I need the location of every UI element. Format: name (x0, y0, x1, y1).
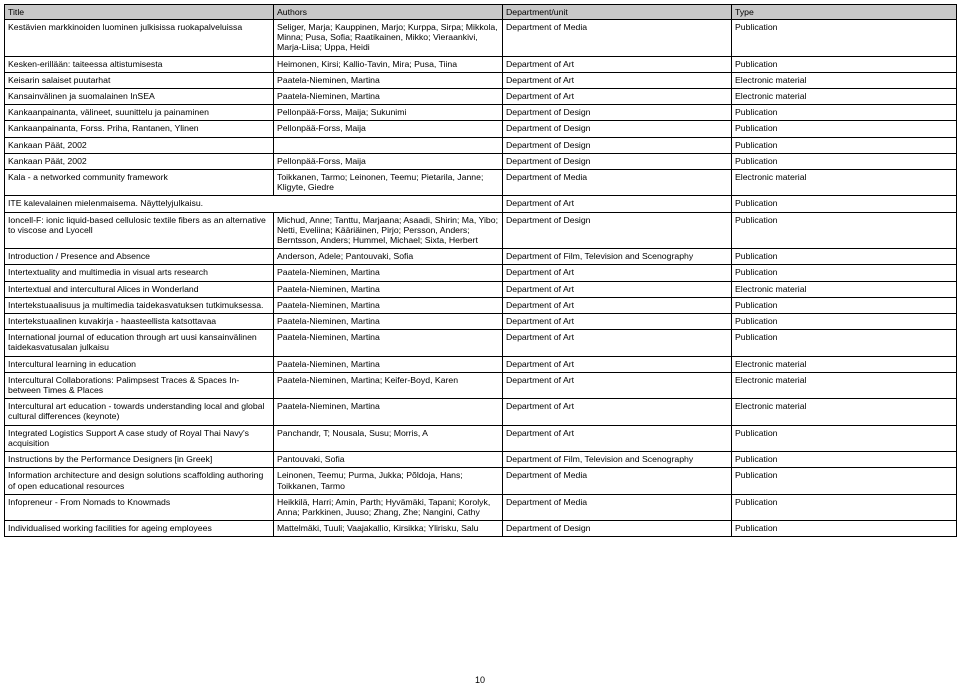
cell-department: Department of Art (503, 196, 732, 212)
cell-type: Publication (732, 452, 957, 468)
cell-title: International journal of education through art uusi kansainvälinen taidekasvatusalan julkaisu (5, 330, 274, 356)
table-row (5, 72, 957, 88)
header-type: Type (732, 5, 957, 20)
header-department: Department/unit (503, 5, 732, 20)
cell-title: Kala - a networked community framework (5, 170, 274, 196)
cell-title: Kankaanpainanta, Forss. Priha, Rantanen, Ylinen (5, 121, 274, 137)
cell-department: Department of Design (503, 521, 732, 537)
table-row (5, 356, 957, 372)
cell-type: Publication (732, 56, 957, 72)
cell-authors: Paatela-Nieminen, Martina (274, 72, 503, 88)
cell-title: Kestävien markkinoiden luominen julkisissa ruokapalveluissa (5, 20, 274, 57)
cell-department: Department of Art (503, 265, 732, 281)
cell-title: Kankaan Päät, 2002 (5, 153, 274, 169)
table-row (5, 425, 957, 451)
cell-authors: Paatela-Nieminen, Martina (274, 356, 503, 372)
table-row (5, 297, 957, 313)
table-row (5, 56, 957, 72)
table-body (5, 20, 957, 537)
cell-authors: Pellonpää-Forss, Maija; Sukunimi (274, 105, 503, 121)
cell-title: Information architecture and design solutions scaffolding authoring of open educational resources (5, 468, 274, 494)
cell-department: Department of Art (503, 72, 732, 88)
cell-department: Department of Design (503, 105, 732, 121)
cell-title: Ioncell-F: ionic liquid-based cellulosic textile fibers as an alternative to viscose and Lyocell (5, 212, 274, 249)
cell-title: Integrated Logistics Support A case study of Royal Thai Navy's acquisition (5, 425, 274, 451)
cell-title: Intertekstuaalinen kuvakirja - haasteellista katsottavaa (5, 314, 274, 330)
cell-authors: Pellonpää-Forss, Maija (274, 121, 503, 137)
cell-authors: Paatela-Nieminen, Martina (274, 330, 503, 356)
cell-department: Department of Art (503, 372, 732, 398)
table-row (5, 330, 957, 356)
table-row (5, 372, 957, 398)
cell-department: Department of Art (503, 281, 732, 297)
cell-type: Publication (732, 105, 957, 121)
cell-type: Publication (732, 297, 957, 313)
cell-department: Department of Film, Television and Scenography (503, 249, 732, 265)
cell-authors: Pellonpää-Forss, Maija (274, 153, 503, 169)
cell-type: Publication (732, 468, 957, 494)
cell-title: Introduction / Presence and Absence (5, 249, 274, 265)
cell-authors: Panchandr, T; Nousala, Susu; Morris, A (274, 425, 503, 451)
table-row (5, 468, 957, 494)
cell-department: Department of Art (503, 425, 732, 451)
cell-title: Intercultural Collaborations: Palimpsest Traces & Spaces In-between Times & Places (5, 372, 274, 398)
cell-title: Kesken-erillään: taiteessa altistumisesta (5, 56, 274, 72)
cell-type: Publication (732, 314, 957, 330)
cell-title: Keisarin salaiset puutarhat (5, 72, 274, 88)
cell-type: Electronic material (732, 399, 957, 425)
cell-authors: Pantouvaki, Sofia (274, 452, 503, 468)
cell-title: ITE kalevalainen mielenmaisema. Näyttelyjulkaisu. (5, 196, 503, 212)
cell-department: Department of Art (503, 399, 732, 425)
cell-authors: Paatela-Nieminen, Martina (274, 89, 503, 105)
cell-authors: Paatela-Nieminen, Martina (274, 314, 503, 330)
cell-department: Department of Art (503, 89, 732, 105)
cell-type: Publication (732, 425, 957, 451)
cell-title: Intercultural art education - towards understanding local and global cultural differences (keynote) (5, 399, 274, 425)
cell-department: Department of Art (503, 356, 732, 372)
cell-type: Electronic material (732, 281, 957, 297)
cell-department: Department of Media (503, 170, 732, 196)
cell-authors: Paatela-Nieminen, Martina; Keifer-Boyd, Karen (274, 372, 503, 398)
cell-department: Department of Art (503, 314, 732, 330)
cell-type: Publication (732, 330, 957, 356)
cell-department: Department of Media (503, 20, 732, 57)
cell-title: Intercultural learning in education (5, 356, 274, 372)
table-row (5, 521, 957, 537)
table-row (5, 452, 957, 468)
cell-department: Department of Design (503, 212, 732, 249)
cell-authors: Mattelmäki, Tuuli; Vaajakallio, Kirsikka; Ylirisku, Salu (274, 521, 503, 537)
table-row (5, 265, 957, 281)
table-row (5, 137, 957, 153)
cell-authors: Toikkanen, Tarmo; Leinonen, Teemu; Pietarila, Janne; Kligyte, Giedre (274, 170, 503, 196)
cell-title: Intertextuality and multimedia in visual arts research (5, 265, 274, 281)
cell-title: Kankaan Päät, 2002 (5, 137, 274, 153)
table-row (5, 105, 957, 121)
cell-authors: Heikkilä, Harri; Amin, Parth; Hyvämäki, Tapani; Korolyk, Anna; Parkkinen, Juuso; Zhang, Zhe; Nangini, Cathy (274, 494, 503, 520)
publication-list (4, 4, 956, 537)
cell-title: Individualised working facilities for ageing employees (5, 521, 274, 537)
table-row (5, 89, 957, 105)
cell-authors: Michud, Anne; Tanttu, Marjaana; Asaadi, Shirin; Ma, Yibo; Netti, Eveliina; Kääriäinen, Pirjo; Persson, Anders; Berntsson, Anders; Hummel, Michael; Sixta, Herbert (274, 212, 503, 249)
cell-authors: Anderson, Adele; Pantouvaki, Sofia (274, 249, 503, 265)
cell-department: Department of Media (503, 468, 732, 494)
table-row (5, 121, 957, 137)
cell-title: Intertextual and intercultural Alices in Wonderland (5, 281, 274, 297)
table-row (5, 249, 957, 265)
cell-type: Publication (732, 494, 957, 520)
cell-department: Department of Art (503, 56, 732, 72)
page-number: 10 (474, 675, 485, 685)
cell-type: Publication (732, 249, 957, 265)
cell-authors: Leinonen, Teemu; Purma, Jukka; Põldoja, Hans; Toikkanen, Tarmo (274, 468, 503, 494)
table-row (5, 153, 957, 169)
cell-type: Publication (732, 521, 957, 537)
table-row (5, 196, 957, 212)
cell-authors: Paatela-Nieminen, Martina (274, 297, 503, 313)
table-row (5, 399, 957, 425)
cell-authors: Heimonen, Kirsi; Kallio-Tavin, Mira; Pusa, Tiina (274, 56, 503, 72)
cell-department: Department of Design (503, 153, 732, 169)
header-authors: Authors (274, 5, 503, 20)
cell-authors: Paatela-Nieminen, Martina (274, 281, 503, 297)
cell-title: Instructions by the Performance Designers [in Greek] (5, 452, 274, 468)
cell-type: Electronic material (732, 170, 957, 196)
publications-table (4, 4, 957, 537)
cell-department: Department of Film, Television and Scenography (503, 452, 732, 468)
cell-type: Electronic material (732, 72, 957, 88)
cell-department: Department of Design (503, 121, 732, 137)
cell-authors: Paatela-Nieminen, Martina (274, 399, 503, 425)
cell-type: Publication (732, 137, 957, 153)
cell-department: Department of Art (503, 330, 732, 356)
cell-type: Publication (732, 212, 957, 249)
cell-type: Publication (732, 196, 957, 212)
table-row (5, 494, 957, 520)
cell-title: Kansainvälinen ja suomalainen InSEA (5, 89, 274, 105)
cell-authors (274, 137, 503, 153)
table-row (5, 281, 957, 297)
cell-type: Publication (732, 153, 957, 169)
cell-type: Electronic material (732, 356, 957, 372)
header-title: Title (5, 5, 274, 20)
cell-type: Electronic material (732, 89, 957, 105)
cell-type: Publication (732, 20, 957, 57)
cell-type: Publication (732, 265, 957, 281)
table-row (5, 170, 957, 196)
table-row (5, 20, 957, 57)
cell-department: Department of Media (503, 494, 732, 520)
cell-authors: Seliger, Marja; Kauppinen, Marjo; Kurppa, Sirpa; Mikkola, Minna; Pusa, Sofia; Raatikainen, Mikko; Vieraankivi, Marja-Liisa; Uppa, Heidi (274, 20, 503, 57)
cell-title: Kankaanpainanta, välineet, suunittelu ja painaminen (5, 105, 274, 121)
cell-department: Department of Design (503, 137, 732, 153)
cell-authors: Paatela-Nieminen, Martina (274, 265, 503, 281)
cell-type: Publication (732, 121, 957, 137)
table-row (5, 314, 957, 330)
cell-title: Infopreneur - From Nomads to Knowmads (5, 494, 274, 520)
cell-type: Electronic material (732, 372, 957, 398)
cell-department: Department of Art (503, 297, 732, 313)
cell-title: Intertekstuaalisuus ja multimedia taidekasvatuksen tutkimuksessa. (5, 297, 274, 313)
header-row (5, 5, 957, 20)
table-row (5, 212, 957, 249)
